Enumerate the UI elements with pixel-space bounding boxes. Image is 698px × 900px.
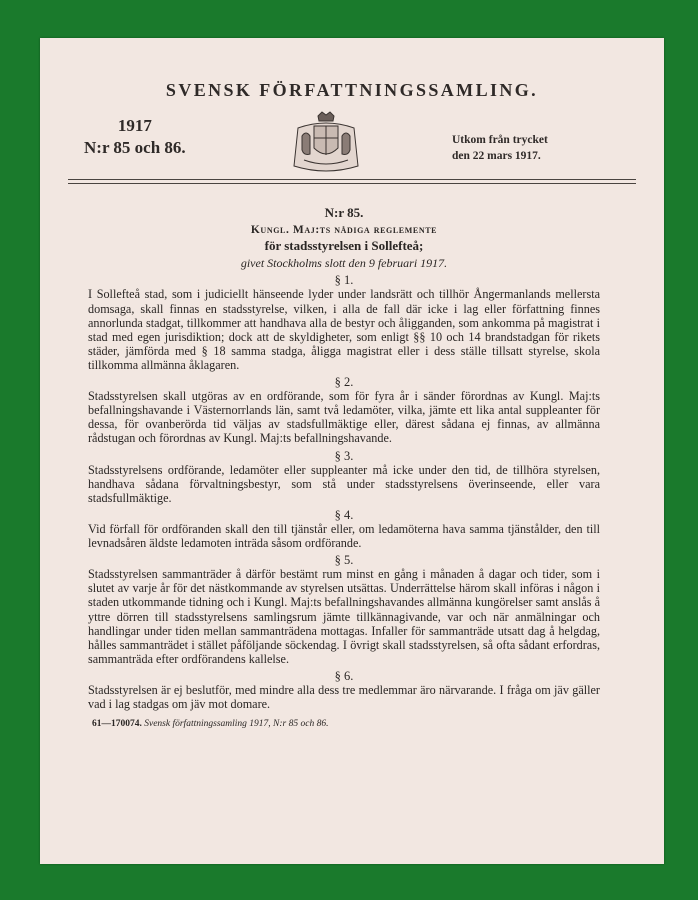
issued-line-1: Utkom från trycket <box>452 134 548 146</box>
section-text: Stadsstyrelsen skall utgöras av en ordförande, som för fyra år i sänder förordnas av Kungl. Maj:ts befallningshavande i Västernorrlands län, samt två ledamöter, vilka, jämte ett lika antal suppleanter för dessa, för ovanberörda tid väljas av stadsfullmäktige eller, därest sådana ej finnas, av allmänna rådstugan och förordnas av Kungl. Maj:ts befallningshavande. <box>88 389 600 446</box>
section-text: Stadsstyrelsens ordförande, ledamöter eller suppleanter må icke under den tid, de tillhöra styrelsen, handhava sådana förvaltningsbestyr, som stå under stadsstyrelsens överinseende, eller vara stadsfullmäktige. <box>88 462 600 505</box>
ordinance-subtitle: Kungl. Maj:ts nådiga reglemente <box>250 224 438 237</box>
section-heading: § 3. <box>334 448 354 463</box>
section-heading: § 6. <box>334 668 354 683</box>
publication-date <box>452 132 548 164</box>
footer-text: Svensk författningssamling 1917, N:r 85 och 86. <box>144 719 329 730</box>
ordinance-number: N:r 85. <box>324 205 364 220</box>
issue-number-block <box>84 116 186 158</box>
document-page <box>40 38 664 864</box>
footer-print-number: 61—170074. <box>92 719 142 730</box>
section-heading: § 4. <box>334 507 354 522</box>
section-heading: § 2. <box>334 375 354 390</box>
document-body <box>88 206 600 731</box>
header-divider-top <box>68 179 636 180</box>
section-heading: § 5. <box>334 553 354 568</box>
ordinance-title: för stadsstyrelsen i Sollefteå; <box>264 238 424 254</box>
print-footer <box>88 717 600 731</box>
swedish-coat-of-arms-icon <box>288 110 364 178</box>
section-text: Vid förfall för ordföranden skall den till tjänstår eller, om ledamöterna hava samma tjänstålder, den till levnadsåren äldste ledamoten inträda såsom ordförande. <box>88 521 600 551</box>
ordinance-given: givet Stockholms slott den 9 februari 1917. <box>240 256 448 271</box>
masthead-title: SVENSK FÖRFATTNINGSSAMLING. <box>165 80 539 100</box>
issued-line-2: den 22 mars 1917. <box>452 150 541 162</box>
issue-numbers: N:r 85 och 86. <box>84 138 186 157</box>
section-text: Stadsstyrelsen är ej beslutför, med mindre alla dess tre medlemmar äro närvarande. I fråga om jäv gäller vad i lag stadgas om jäv mot domare. <box>88 683 600 712</box>
issue-year: 1917 <box>117 116 152 135</box>
section-text: I Sollefteå stad, som i judiciellt hänseende lyder under landsrätt och tillhör Ångermanlands mellersta domsaga, skall finnas en stadsstyrelse, vilken, i alla de fall där icke i lag eller författning finnes annorlunda stadgat, tillkommer att handhava alla de bestyr och åligganden, som ankomma på magistrat i stad med egen jurisdiktion; dock att de skyldigheter, som enligt §§ 10 och 14 brandstadgan för rikets städer, jämförda med § 18 samma stadga, åligga magistrat eller i dess ställe tillsatt styrelse, skola tillkomma allmänna åklagaren. <box>88 287 600 372</box>
section-text: Stadsstyrelsen sammanträder å därför bestämt rum minst en gång i månaden å dagar och tider, som i slutet av varje år för det nästkommande av styrelsen utsättas. Underrättelse härom skall införas i någon i staden utkommande tidning och i Kungl. Maj:ts befallningshavandes allmänna kungörelser samt anslås å yttre dörren till stadsstyrelsens samlingsrum jämte tillkännagivande, var och när anmälningar och handlingar under tiden mellan sammanträdena mottagas. Infaller för sammanträde utsatt dag å helgdag, hålles sammanträdet i stället påföljande söckendag. I övrigt skall stadsstyrelsen, så ofta sådant erfordras, sammanträda efter ordförandens kallelse. <box>88 567 600 666</box>
section-heading: § 1. <box>334 273 354 288</box>
header-divider-bottom <box>68 183 636 184</box>
